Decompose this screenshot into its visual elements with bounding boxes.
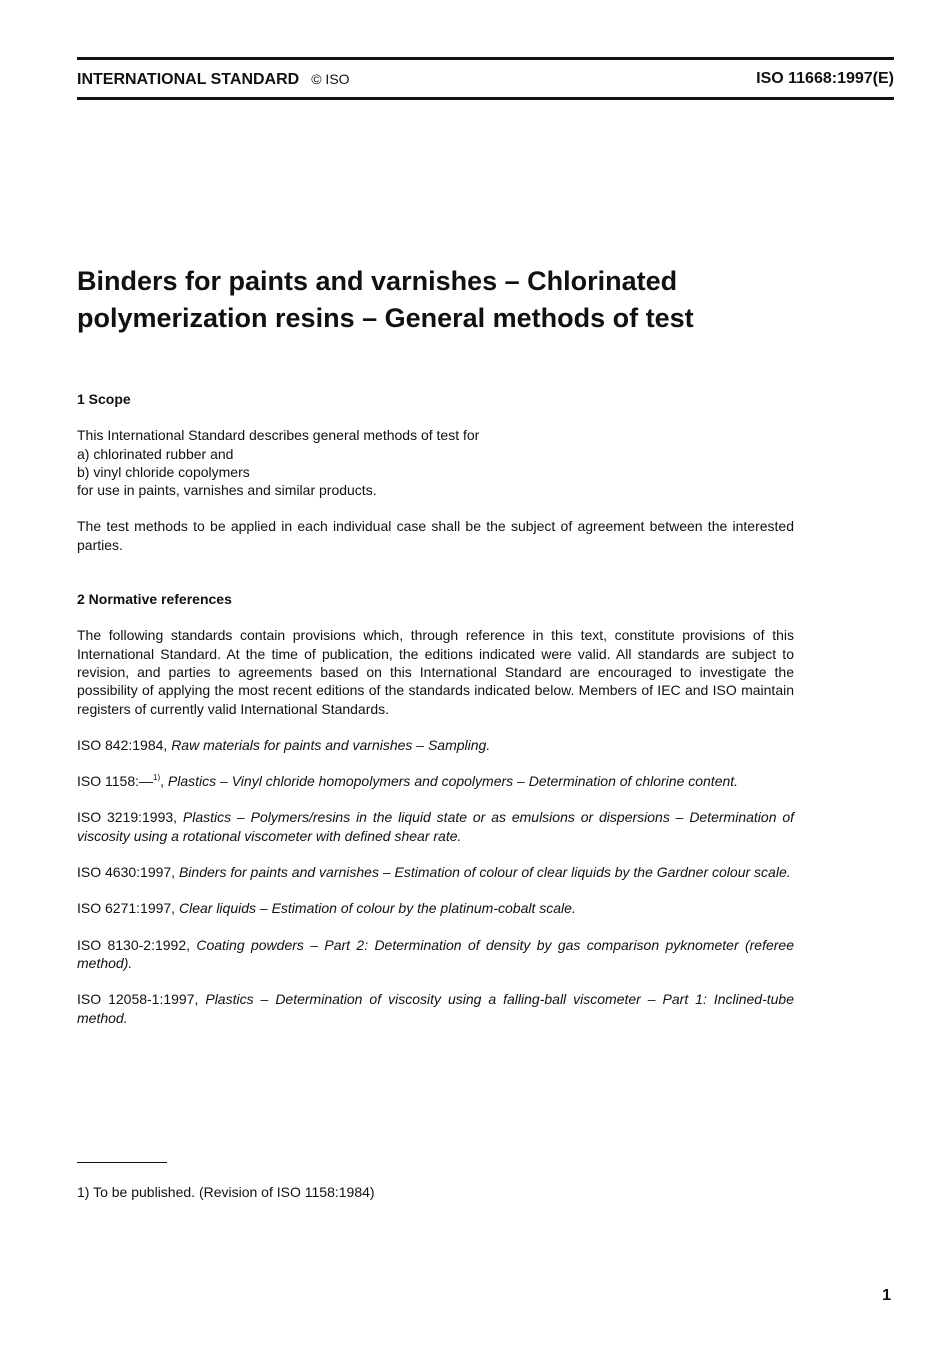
reference-code: ISO 842:1984, <box>77 736 168 753</box>
reference-title: Raw materials for paints and varnishes – Sampling. <box>171 736 491 753</box>
scope-intro: This International Standard describes general methods of test for <box>77 427 480 444</box>
reference-title: Plastics – Vinyl chloride homopolymers and copolymers – Determination of chlorine content. <box>167 773 739 790</box>
standard-label: INTERNATIONAL STANDARD <box>77 71 300 88</box>
reference-title: Coating powders – Part 2: Determination of density by gas comparison pyknometer (referee method). <box>77 936 795 971</box>
scope-item-a: a) chlorinated rubber and <box>77 445 234 462</box>
reference-item <box>77 990 794 1027</box>
reference-code-suffix: , <box>160 773 165 790</box>
page-number: 1 <box>882 1287 891 1304</box>
reference-item <box>77 863 794 881</box>
scope-heading: 1 Scope <box>77 391 131 407</box>
reference-title: Plastics – Polymers/resins in the liquid state or as emulsions or dispersions – Determination of viscosity using a rotational viscometer with defined shear rate. <box>77 809 795 844</box>
reference-code: ISO 4630:1997, <box>77 864 176 881</box>
copyright-notice: © ISO <box>311 71 350 87</box>
footnote-marker: 1) <box>153 773 161 783</box>
footnote-separator <box>77 1162 167 1163</box>
footnote: 1) To be published. (Revision of ISO 1158:1984) <box>77 1184 375 1200</box>
normative-intro: The following standards contain provisions which, through reference in this text, constitute provisions of this International Standard. At the time of publication, the editions indicated were valid. All standards are subject to revision, and parties to agreements based on this International Standard are encouraged to investigate the possibility of applying the most recent editions of the standards indicated below. Members of IEC and ISO maintain registers of currently valid International Standards. <box>77 627 794 717</box>
header-bottom-rule <box>77 97 894 100</box>
scope-item-b: b) vinyl chloride copolymers <box>77 463 250 480</box>
reference-code: ISO 6271:1997, <box>77 900 176 917</box>
reference-code: ISO 3219:1993, <box>77 809 178 826</box>
reference-code: ISO 8130-2:1992, <box>77 936 190 953</box>
document-body <box>77 390 794 1027</box>
scope-usage: for use in paints, varnishes and similar products. <box>77 482 377 499</box>
reference-code: ISO 1158:— <box>77 773 154 790</box>
document-id: ISO 11668:1997(E) <box>756 70 894 87</box>
title-line-1: Binders for paints and varnishes – Chlorinated <box>77 266 678 296</box>
reference-code: ISO 12058-1:1997, <box>77 991 199 1008</box>
title-line-2: polymerization resins – General methods of test <box>77 303 694 333</box>
reference-title: Plastics – Determination of viscosity using a falling-ball viscometer – Part 1: Inclined-tube method. <box>77 991 794 1026</box>
reference-item <box>77 736 794 754</box>
document-title <box>77 263 877 337</box>
page-header <box>77 68 894 90</box>
reference-item <box>77 936 794 973</box>
normative-heading: 2 Normative references <box>77 591 232 608</box>
scope-agreement: The test methods to be applied in each individual case shall be the subject of agreement between the interested parties. <box>77 518 794 553</box>
reference-item <box>77 899 794 917</box>
reference-item <box>77 772 794 790</box>
header-top-rule <box>77 57 894 60</box>
reference-title: Clear liquids – Estimation of colour by the platinum-cobalt scale. <box>178 900 576 917</box>
reference-title: Binders for paints and varnishes – Estimation of colour of clear liquids by the Gardner colour scale. <box>178 864 791 881</box>
reference-item <box>77 808 794 845</box>
